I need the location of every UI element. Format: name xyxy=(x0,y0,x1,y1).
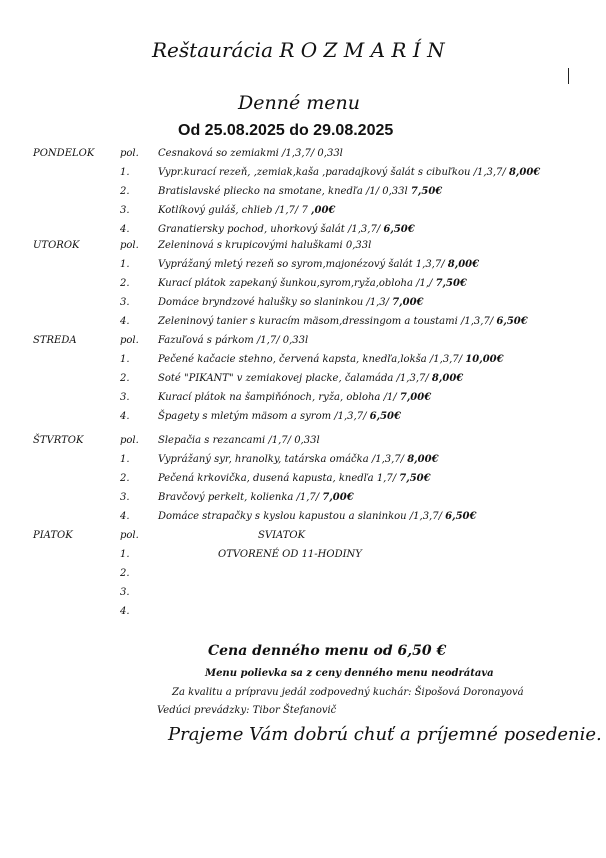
dish-text: Bravčový perkelt, kolienka /1,7/ xyxy=(158,492,320,503)
dish-price: 8,00€ xyxy=(447,259,480,270)
dish-row xyxy=(158,392,431,403)
dish-text: Domáce bryndzové halušky so slaninkou /1,3/ xyxy=(158,297,389,308)
dish-text: Slepačia s rezancami /1,7/ 0,33l xyxy=(158,435,320,446)
manager-note: Vedúci prevádzky: Tibor Štefanovič xyxy=(157,705,337,716)
dish-text: Domáce strapačky s kyslou kapustou a slaninkou /1,3,7/ xyxy=(158,511,442,522)
dish-text: Cesnaková so zemiakmi /1,3,7/ 0,33l xyxy=(158,148,343,159)
dish-row xyxy=(258,530,305,541)
dish-row xyxy=(158,373,463,384)
dish-price: 6,50€ xyxy=(496,316,528,327)
dish-price: 7,50€ xyxy=(435,278,467,289)
row-number: 1. xyxy=(120,167,130,178)
menu-price: Cena denného menu od 6,50 € xyxy=(208,643,447,659)
day-name: PONDELOK xyxy=(33,148,95,159)
row-number: pol. xyxy=(120,240,139,251)
row-number: pol. xyxy=(120,530,139,541)
restaurant-name: Reštaurácia R O Z M A R Í N xyxy=(152,38,445,62)
dish-text: Pečená krkovička, dusená kapusta, knedľa 1,7/ xyxy=(158,473,397,484)
dish-row xyxy=(158,278,467,289)
dish-text: Fazuľová s párkom /1,7/ 0,33l xyxy=(158,335,309,346)
row-number: 4. xyxy=(120,224,130,235)
date-range: Od 25.08.2025 do 29.08.2025 xyxy=(178,122,394,139)
dish-text: Pečené kačacie stehno, červená kapsta, knedľa,lokša /1,3,7/ xyxy=(158,354,463,365)
dish-row xyxy=(158,186,442,197)
dish-row xyxy=(158,148,343,159)
dish-row xyxy=(158,492,354,503)
dish-text: Vypr.kurací rezeň, ,zemiak,kaša ,paradajkový šalát s cibuľkou /1,3,7/ xyxy=(158,167,506,178)
day-name: UTOROK xyxy=(33,240,80,251)
dish-price: 6,50€ xyxy=(445,511,477,522)
row-number: 3. xyxy=(120,587,130,598)
row-number: 3. xyxy=(120,297,130,308)
text-cursor xyxy=(568,68,569,84)
dish-row xyxy=(158,473,431,484)
dish-row xyxy=(158,335,308,346)
dish-row xyxy=(158,224,415,235)
dish-price: 7,00€ xyxy=(322,492,354,503)
dish-row xyxy=(158,259,479,270)
chef-note: Za kvalitu a prípravu jedál zodpovedný kuchár: Šipošová Doronayová xyxy=(172,687,524,698)
row-number: 4. xyxy=(120,511,130,522)
dish-row xyxy=(158,511,476,522)
day-name: STREDA xyxy=(33,335,77,346)
dish-price: 6,50€ xyxy=(369,411,401,422)
row-number: 1. xyxy=(120,354,130,365)
dish-row xyxy=(158,454,439,465)
row-number: pol. xyxy=(120,335,139,346)
dish-price: 8,00€ xyxy=(407,454,439,465)
row-number: 2. xyxy=(120,568,130,579)
row-number: 4. xyxy=(120,411,130,422)
dish-price: ,00€ xyxy=(311,205,336,216)
row-number: 2. xyxy=(120,186,130,197)
dish-text: OTVORENÉ OD 11-HODINY xyxy=(218,549,362,560)
row-number: 2. xyxy=(120,278,130,289)
dish-text: SVIATOK xyxy=(258,530,306,541)
dish-text: Bratislavské pliecko na smotane, knedľa /1/ 0,33l xyxy=(158,186,408,197)
dish-text: Zeleninový tanier s kuracím mäsom,dressingom a toustami /1,3,7/ xyxy=(158,316,494,327)
dish-row xyxy=(158,205,335,216)
dish-row xyxy=(158,167,540,178)
row-number: 1. xyxy=(120,259,130,270)
dish-row xyxy=(158,435,320,446)
dish-text: Kurací plátok na šampiňónoch, ryža, obloha /1/ xyxy=(158,392,397,403)
row-number: pol. xyxy=(120,148,139,159)
row-number: pol. xyxy=(120,435,139,446)
dish-row xyxy=(218,549,362,560)
dish-row xyxy=(158,411,401,422)
day-name: PIATOK xyxy=(33,530,73,541)
dish-row xyxy=(158,240,371,251)
dish-text: Vyprážaný mletý rezeň so syrom,majonézový šalát 1,3,7/ xyxy=(158,259,445,270)
dish-text: Granatiersky pochod, uhorkový šalát /1,3,7/ xyxy=(158,224,381,235)
dish-price: 7,50€ xyxy=(410,186,443,197)
dish-price: 7,00€ xyxy=(399,392,432,403)
row-number: 4. xyxy=(120,316,130,327)
day-name: ŠTVRTOK xyxy=(33,435,84,446)
row-number: 2. xyxy=(120,473,130,484)
dish-row xyxy=(158,354,504,365)
soup-note: Menu polievka sa z ceny denného menu neodrátava xyxy=(205,668,494,679)
row-number: 1. xyxy=(120,454,130,465)
dish-text: Soté "PIKANT" v zemiakovej placke, čalamáda /1,3,7/ xyxy=(158,373,429,384)
wish-line: Prajeme Vám dobrú chuť a príjemné posedenie. xyxy=(168,724,602,745)
dish-row xyxy=(158,297,424,308)
dish-text: Kurací plátok zapekaný šunkou,syrom,ryža,obloha /1,/ xyxy=(158,278,433,289)
dish-text: Zeleninová s krupicovými haluškami 0,33l xyxy=(158,240,372,251)
dish-price: 10,00€ xyxy=(465,354,504,365)
dish-price: 6,50€ xyxy=(383,224,415,235)
dish-price: 7,50€ xyxy=(399,473,431,484)
dish-row xyxy=(158,316,528,327)
dish-text: Špagety s mletým mäsom a syrom /1,3,7/ xyxy=(158,411,367,422)
row-number: 4. xyxy=(120,606,130,617)
row-number: 1. xyxy=(120,549,130,560)
dish-price: 8,00€ xyxy=(508,167,541,178)
row-number: 3. xyxy=(120,492,130,503)
row-number: 3. xyxy=(120,205,130,216)
dish-price: 8,00€ xyxy=(431,373,464,384)
row-number: 3. xyxy=(120,392,130,403)
dish-text: Vyprážaný syr, hranolky, tatárska omáčka /1,3,7/ xyxy=(158,454,405,465)
dish-text: Kotlíkový guláš, chlieb /1,7/ 7 xyxy=(158,205,308,216)
dish-price: 7,00€ xyxy=(392,297,424,308)
row-number: 2. xyxy=(120,373,130,384)
menu-title: Denné menu xyxy=(238,92,360,114)
